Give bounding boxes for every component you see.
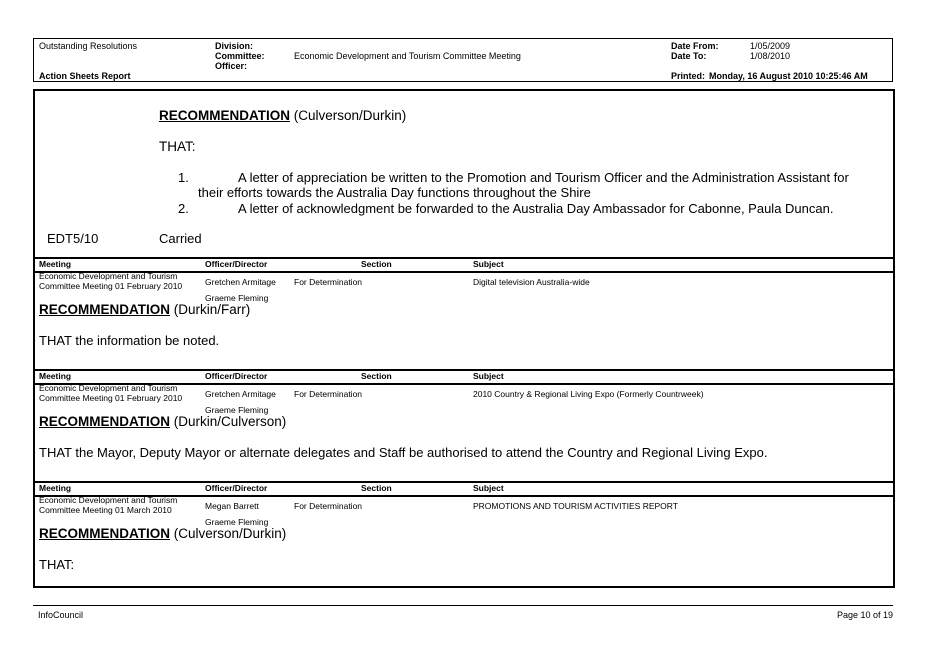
meeting-line: Economic Development and Tourism [39, 383, 178, 393]
entry-recommendation [39, 526, 286, 541]
meeting-line: Committee Meeting 01 February 2010 [39, 393, 183, 403]
footer-brand: InfoCouncil [38, 610, 84, 620]
meeting-line: Committee Meeting 01 March 2010 [39, 505, 172, 515]
col-section: Section [361, 259, 392, 269]
meeting-cell [39, 495, 177, 515]
col-subject: Subject [473, 259, 504, 269]
section-cell: For Determination [294, 277, 363, 287]
director-name: Graeme Fleming [205, 517, 269, 527]
col-officer: Officer/Director [205, 371, 268, 381]
date-from-value: 1/05/2009 [750, 41, 791, 51]
date-from-label: Date From: [671, 41, 719, 51]
col-meeting: Meeting [39, 371, 72, 381]
resolution-status: Carried [159, 231, 202, 246]
director-name: Graeme Fleming [205, 405, 269, 415]
top-recommendation [159, 108, 406, 123]
col-subject: Subject [473, 483, 504, 493]
resolution-text: THAT: [39, 557, 75, 572]
director-name: Graeme Fleming [205, 293, 269, 303]
entry-recommendation [39, 302, 250, 317]
resolution-text: THAT the Mayor, Deputy Mayor or alternate delegates and Staff be authorised to attend the Country and Regional Living Expo. [39, 445, 768, 460]
officer-name: Megan Barrett [205, 501, 259, 511]
item-text: A letter of acknowledgment be forwarded to the Australia Day Ambassador for Cabonne, Paula Duncan. [238, 201, 834, 216]
meeting-line: Economic Development and Tourism [39, 495, 178, 505]
footer-divider [33, 605, 893, 606]
report-name: Outstanding Resolutions [39, 41, 138, 51]
section-cell: For Determination [294, 389, 363, 399]
action-sheet-body [33, 89, 895, 588]
item-number: 2. [178, 201, 189, 216]
recommendation-label: RECOMMENDATION [39, 414, 170, 429]
col-officer: Officer/Director [205, 483, 268, 493]
printed-label: Printed: [671, 71, 706, 81]
col-section: Section [361, 371, 392, 381]
col-section: Section [361, 483, 392, 493]
subject-cell: Digital television Australia-wide [473, 277, 590, 287]
recommendation-movers: (Culverson/Durkin) [173, 526, 287, 541]
section-cell: For Determination [294, 501, 363, 511]
recommendation-label: RECOMMENDATION [39, 302, 170, 317]
date-to-label: Date To: [671, 51, 707, 61]
recommendation-movers: (Durkin/Culverson) [173, 414, 287, 429]
officer-label: Officer: [215, 61, 248, 71]
meeting-line: Economic Development and Tourism [39, 271, 178, 281]
printed-value: Monday, 16 August 2010 10:25:46 AM [709, 71, 868, 81]
subject-cell: PROMOTIONS AND TOURISM ACTIVITIES REPORT [473, 501, 678, 511]
recommendation-movers: (Culverson/Durkin) [293, 108, 407, 123]
report-header [33, 38, 893, 82]
recommendation-label: RECOMMENDATION [159, 108, 290, 123]
meeting-cell [39, 271, 182, 291]
officer-name: Gretchen Armitage [205, 389, 276, 399]
col-officer: Officer/Director [205, 259, 268, 269]
report-type: Action Sheets Report [39, 71, 131, 81]
recommendation-movers: (Durkin/Farr) [173, 302, 251, 317]
item-text: A letter of appreciation be written to the Promotion and Tourism Officer and the Administration Assistant for [238, 170, 849, 185]
meeting-cell [39, 383, 182, 403]
col-subject: Subject [473, 371, 504, 381]
that-label: THAT: [159, 139, 196, 154]
page-number: Page 10 of 19 [836, 610, 893, 620]
committee-value: Economic Development and Tourism Committee Meeting [294, 51, 521, 61]
meeting-line: Committee Meeting 01 February 2010 [39, 281, 183, 291]
subject-cell: 2010 Country & Regional Living Expo (Formerly Countrweek) [473, 389, 704, 399]
item-text-continued: their efforts towards the Australia Day functions throughout the Shire [198, 185, 591, 200]
resolution-ref: EDT5/10 [47, 231, 99, 246]
col-meeting: Meeting [39, 483, 72, 493]
resolution-text: THAT the information be noted. [39, 333, 220, 348]
officer-name: Gretchen Armitage [205, 277, 276, 287]
entry-recommendation [39, 414, 286, 429]
col-meeting: Meeting [39, 259, 72, 269]
item-number: 1. [178, 170, 189, 185]
committee-label: Committee: [215, 51, 265, 61]
date-to-value: 1/08/2010 [750, 51, 791, 61]
division-label: Division: [215, 41, 254, 51]
recommendation-label: RECOMMENDATION [39, 526, 170, 541]
